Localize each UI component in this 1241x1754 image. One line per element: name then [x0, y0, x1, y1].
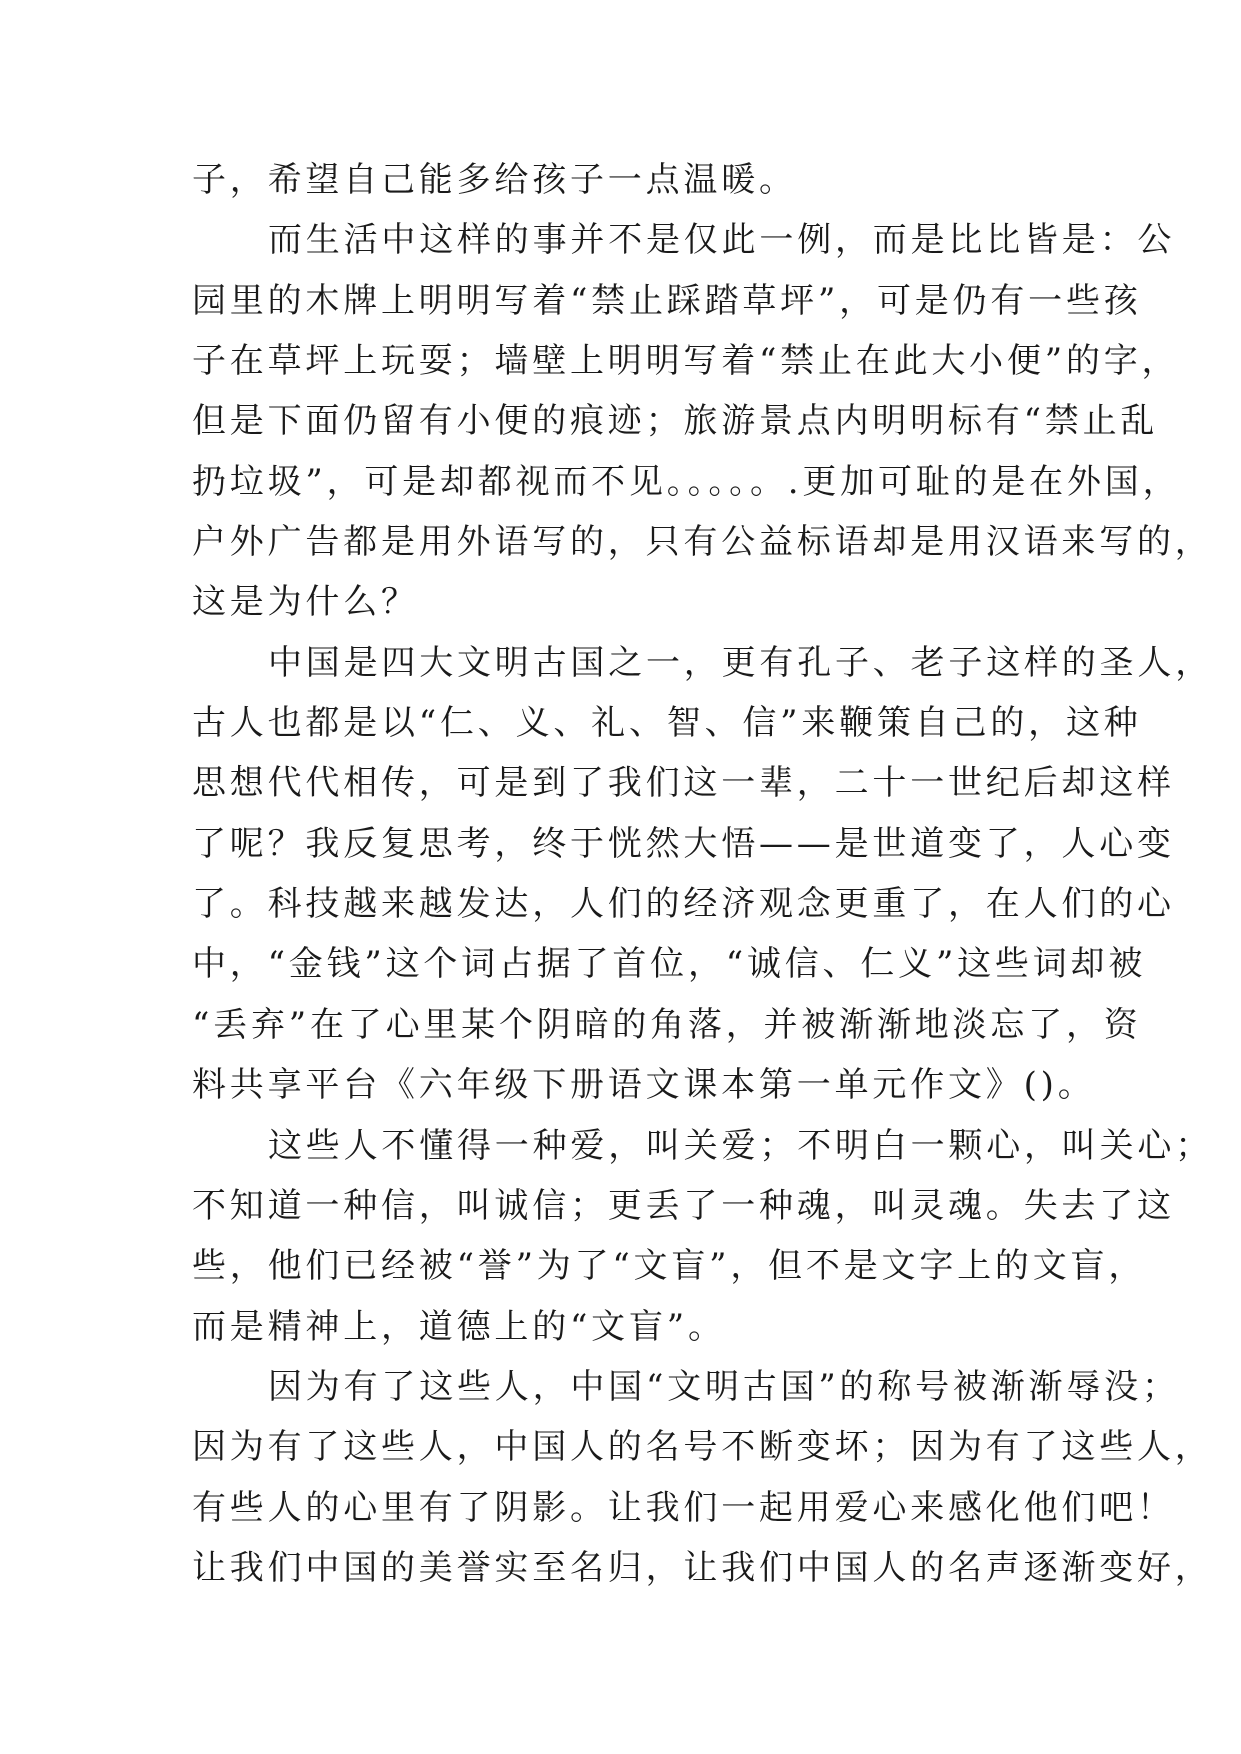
- text-line: 了。科技越来越发达，人们的经济观念更重了，在人们的心: [192, 884, 1175, 925]
- text-line: 有些人的心里有了阴影。让我们一起用爱心来感化他们吧！: [192, 1487, 1175, 1528]
- text-line: 些，他们已经被“誉”为了“文盲”，但不是文字上的文盲，: [192, 1246, 1147, 1287]
- text-line: 因为有了这些人，中国人的名号不断变坏；因为有了这些人，: [192, 1427, 1213, 1468]
- text-line: 园里的木牌上明明写着“禁止踩踏草坪”，可是仍有一些孩: [192, 280, 1142, 321]
- text-line: “丢弃”在了心里某个阴暗的角落，并被渐渐地淡忘了，资: [192, 1004, 1142, 1045]
- text-line: 料共享平台《六年级下册语文课本第一单元作文》()。: [192, 1065, 1096, 1106]
- paragraph-first-line: 而生活中这样的事并不是仅此一例，而是比比皆是：公: [268, 220, 1176, 261]
- text-line: 扔垃圾”，可是却都视而不见。。。。。.更加可耻的是在外国，: [192, 461, 1181, 502]
- text-line: 古人也都是以“仁、义、礼、智、信”来鞭策自己的，这种: [192, 703, 1142, 744]
- text-line: 子，希望自己能多给孩子一点温暖。: [192, 160, 797, 200]
- text-line: 不知道一种信，叫诚信；更丢了一种魂，叫灵魂。失去了这: [192, 1185, 1175, 1226]
- text-line: 而是精神上，道德上的“文盲”。: [192, 1306, 726, 1347]
- text-line: 但是下面仍留有小便的痕迹；旅游景点内明明标有“禁止乱: [192, 401, 1159, 442]
- text-line: 思想代代相传，可是到了我们这一辈，二十一世纪后却这样: [192, 763, 1175, 804]
- paragraph-first-line: 中国是四大文明古国之一，更有孔子、老子这样的圣人，: [268, 642, 1213, 683]
- text-line: 户外广告都是用外语写的，只有公益标语却是用汉语来写的，: [192, 522, 1213, 563]
- paragraph-first-line: 因为有了这些人，中国“文明古国”的称号被渐渐辱没；: [268, 1366, 1180, 1407]
- essay-body: [192, 150, 1213, 1598]
- text-line: 这是为什么？: [192, 582, 419, 623]
- text-line: 了呢？我反复思考，终于恍然大悟——是世道变了，人心变: [192, 823, 1175, 864]
- text-line: 子在草坪上玩耍；墙壁上明明写着“禁止在此大小便”的字，: [192, 341, 1180, 382]
- paragraph-first-line: 这些人不懂得一种爱，叫关爱；不明白一颗心，叫关心；: [268, 1125, 1213, 1166]
- text-line: 中，“金钱”这个词占据了首位，“诚信、仁义”这些词却被: [192, 944, 1147, 985]
- text-line: 让我们中国的美誉实至名归，让我们中国人的名声逐渐变好，: [192, 1547, 1213, 1588]
